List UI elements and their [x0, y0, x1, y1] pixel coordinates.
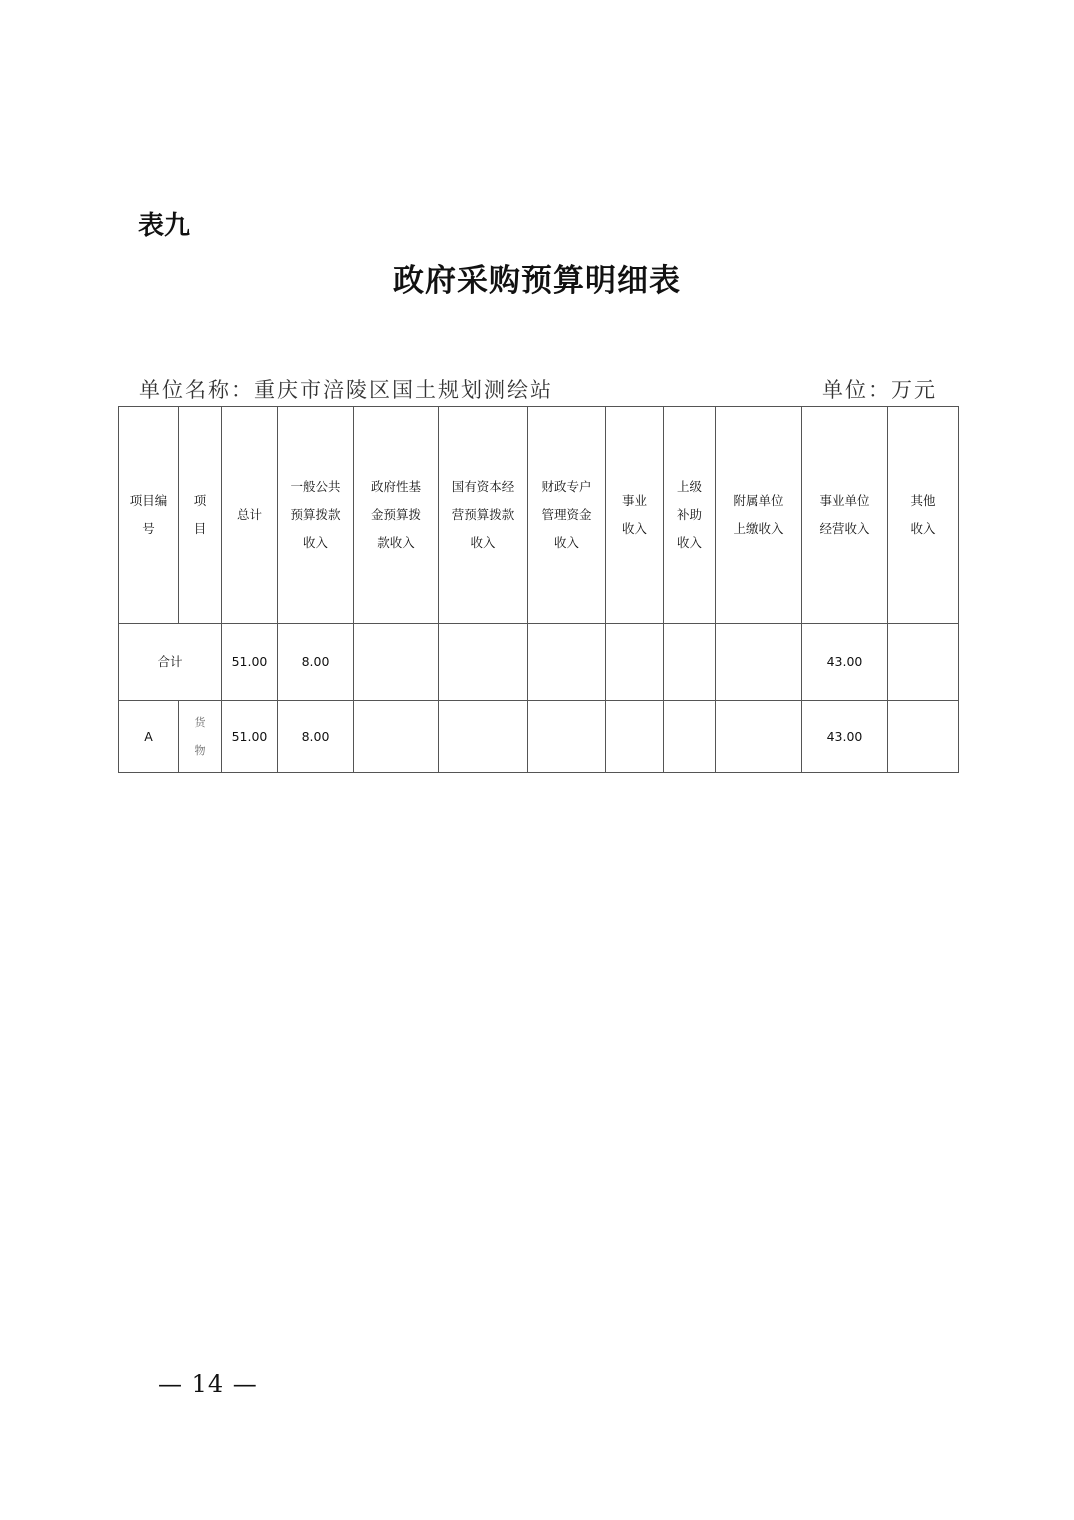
other-income-cell	[888, 701, 959, 773]
superior-subsidy-cell	[664, 701, 716, 773]
page-number: — 14 —	[158, 1370, 258, 1398]
special-account-cell	[528, 624, 606, 701]
total-cell: 51.00	[222, 624, 278, 701]
item-cell: 货 物	[179, 701, 222, 773]
state-capital-cell	[439, 701, 528, 773]
header-cell: 其他 收入	[888, 407, 959, 624]
state-capital-cell	[439, 624, 528, 701]
header-cell: 一般公共 预算拨款 收入	[278, 407, 354, 624]
table-label: 表九	[138, 211, 191, 241]
other-income-cell	[888, 624, 959, 701]
operating-income-cell: 43.00	[802, 624, 888, 701]
unit-name: 单位名称：重庆市涪陵区国土规划测绘站	[139, 378, 553, 402]
procurement-budget-table	[118, 406, 959, 773]
special-account-cell	[528, 701, 606, 773]
header-cell: 项目编 号	[119, 407, 179, 624]
header-cell: 事业单位 经营收入	[802, 407, 888, 624]
gov-fund-cell	[354, 624, 439, 701]
header-cell: 项 目	[179, 407, 222, 624]
code-cell: A	[119, 701, 179, 773]
total-label-cell: 合计	[119, 624, 222, 701]
general-budget-cell: 8.00	[278, 624, 354, 701]
gov-fund-cell	[354, 701, 439, 773]
table-header-row	[119, 407, 959, 624]
affiliated-income-cell	[716, 701, 802, 773]
header-cell: 财政专户 管理资金 收入	[528, 407, 606, 624]
header-cell: 附属单位 上缴收入	[716, 407, 802, 624]
table-row	[119, 701, 959, 773]
header-cell: 国有资本经 营预算拨款 收入	[439, 407, 528, 624]
unit-measure: 单位：万元	[822, 378, 937, 402]
business-income-cell	[606, 701, 664, 773]
header-cell: 总计	[222, 407, 278, 624]
general-budget-cell: 8.00	[278, 701, 354, 773]
header-cell: 上级 补助 收入	[664, 407, 716, 624]
header-cell: 政府性基 金预算拨 款收入	[354, 407, 439, 624]
total-cell: 51.00	[222, 701, 278, 773]
business-income-cell	[606, 624, 664, 701]
header-cell: 事业 收入	[606, 407, 664, 624]
affiliated-income-cell	[716, 624, 802, 701]
table-total-row	[119, 624, 959, 701]
superior-subsidy-cell	[664, 624, 716, 701]
page-title: 政府采购预算明细表	[393, 263, 681, 299]
operating-income-cell: 43.00	[802, 701, 888, 773]
